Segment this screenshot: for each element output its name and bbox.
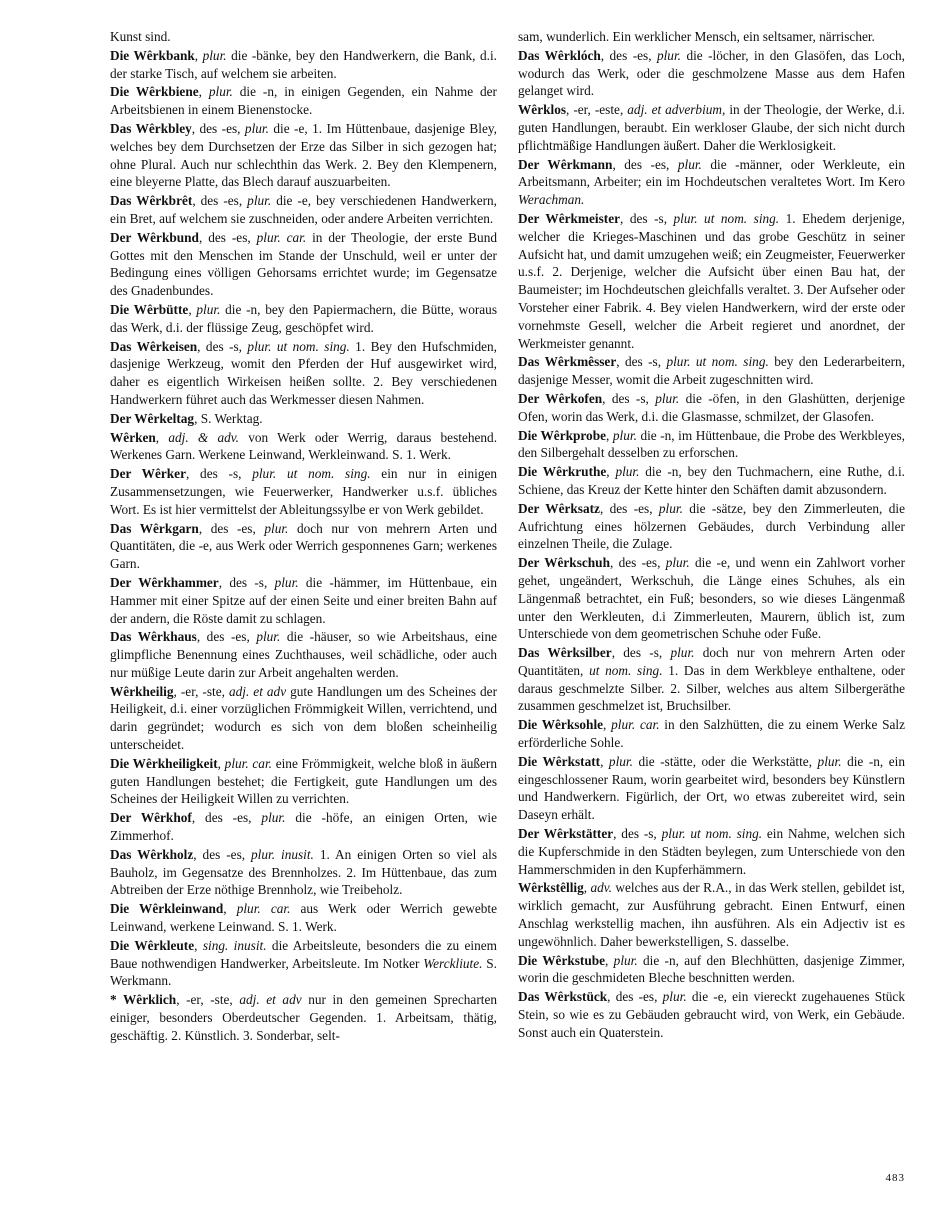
entry-text: , des -s, bbox=[602, 390, 656, 406]
headword: * Wêrklich bbox=[110, 992, 177, 1008]
dictionary-entry bbox=[110, 846, 497, 899]
dictionary-entry bbox=[110, 574, 497, 627]
dictionary-entry bbox=[110, 429, 497, 465]
entry-text: , des -es, bbox=[600, 47, 657, 63]
headword: Der Wêrkmeister bbox=[518, 210, 621, 226]
entry-text: die -e, 1. Im Hüttenbaue, dasjenige Bley, welches bey dem Durchsetzen der Erze das Silber in sich gezogen hat; ohne Plural. Auch nur schlechthin das Werk. 2. Bey den Klempenern, eine bleyerne Platte, das Blech darauf auszuarbeiten. bbox=[110, 120, 497, 190]
grammar-note: plur. bbox=[196, 301, 221, 317]
entry-text: , des -s, bbox=[616, 354, 667, 370]
dictionary-entry bbox=[110, 28, 497, 46]
entry-text: S. Werkmann. bbox=[110, 955, 497, 989]
dictionary-entry bbox=[110, 47, 497, 83]
entry-text: 1. Bey den Hufschmiden, dasjenige Werkzeug, womit den Pferden der Huf ausgewirket wird, daher es eigentlich Wirkeisen heißen sollte. 2. Bey verschiedenen Handwerkern führet auch das Werkmesser diesen Nahmen. bbox=[110, 338, 498, 407]
entry-text: die -n, auf den Blechhütten, dasjenige Zimmer, worin die geschmideten Bleche beschnitten werden. bbox=[518, 952, 905, 986]
grammar-note: plur. car. bbox=[256, 229, 307, 245]
headword: Die Wêrkbiene bbox=[110, 84, 199, 100]
entry-text: , bbox=[188, 301, 197, 317]
headword: Der Wêrkeltag bbox=[110, 410, 195, 426]
grammar-note: ut nom. sing. bbox=[589, 662, 663, 678]
dictionary-entry bbox=[110, 991, 497, 1044]
grammar-note: plur. bbox=[612, 427, 637, 443]
entry-text: , des -s, bbox=[185, 466, 253, 482]
entry-text: , des -es, bbox=[609, 555, 666, 571]
grammar-note: plur. bbox=[670, 645, 695, 661]
headword: Wêrkheilig bbox=[110, 683, 174, 699]
grammar-note: adv. bbox=[590, 880, 613, 896]
grammar-note: plur. bbox=[261, 810, 286, 826]
headword: Der Wêrkbund bbox=[110, 229, 199, 245]
grammar-note: Werachman. bbox=[518, 192, 585, 208]
headword: Die Wêrkstube bbox=[518, 952, 606, 968]
headword: Wêrklos bbox=[518, 102, 567, 118]
headword: Das Wêrkhaus bbox=[110, 629, 197, 645]
grammar-note: plur. bbox=[655, 390, 680, 406]
grammar-note: plur. ut nom. sing. bbox=[673, 210, 780, 226]
grammar-note: plur. bbox=[615, 464, 640, 480]
entry-text: die -löcher, in den Glasöfen, das Loch, wodurch das Werk, oder die geschmolzene Masse aus dem Hafen gelanget wird. bbox=[518, 47, 905, 99]
entry-text: , -er, -ste, bbox=[173, 683, 229, 699]
entry-text: , des -es, bbox=[191, 810, 262, 826]
entry-text: , bbox=[217, 755, 225, 771]
grammar-note: adj. et adv bbox=[228, 683, 287, 699]
entry-text: , des -s, bbox=[611, 645, 671, 661]
dictionary-entry bbox=[518, 210, 905, 352]
headword: Der Wêrkofen bbox=[518, 390, 603, 406]
entry-text: , des -s, bbox=[218, 574, 275, 590]
entry-text: die -e, und wenn ein Zahlwort vorher gehet, ungeändert, Werkschuh, die Länge eines Schuhes, als ein Längenmaß betrachtet, ein Fuß; besonders, so wie dieses Längenmaß unter den Werkleuten, d.i Zimmerleuten, Maurern, üblich ist, zum Unterschiede von dem geometrischen Schuhe oder Fuße. bbox=[518, 555, 905, 642]
entry-text: nur in den gemeinen Sprecharten einiger, besonders Oberdeutscher Gegenden. 1. Arbeitsam, thätig, geschäftig. 2. Künstlich. 3. Sonderbar, selt- bbox=[110, 992, 497, 1043]
headword: Die Wêrkheiligkeit bbox=[110, 755, 218, 771]
dictionary-entry bbox=[518, 879, 905, 950]
dictionary-entry bbox=[110, 628, 497, 681]
entry-text: , des -s, bbox=[613, 826, 662, 842]
entry-text: , bbox=[198, 84, 209, 100]
right-column bbox=[518, 28, 905, 1043]
entry-text: die -höfe, an einigen Orten, wie Zimmerhof. bbox=[110, 810, 498, 844]
entry-text: , bbox=[606, 427, 613, 443]
entry-text: , S. Werktag. bbox=[194, 410, 263, 426]
entry-text: Kunst sind. bbox=[110, 29, 171, 44]
dictionary-entry bbox=[110, 520, 497, 573]
grammar-note: plur. inusit. bbox=[251, 846, 314, 862]
grammar-note: plur. bbox=[264, 520, 289, 536]
headword: Der Wêrkhof bbox=[110, 810, 192, 826]
grammar-note: plur. car. bbox=[224, 755, 272, 771]
headword: Wêrkstêllig bbox=[518, 880, 584, 896]
entry-text: die -sätze, bey den Zimmerleuten, die Aufrichtung eines hölzernen Gebäudes, durch Verbindung aller einzelnen Theile, die Zulage. bbox=[518, 500, 905, 552]
grammar-note: plur. bbox=[608, 753, 633, 769]
headword: Die Wêrkbank bbox=[110, 47, 195, 63]
entry-text: sam, wunderlich. Ein werklicher Mensch, ein seltsamer, närrischer. bbox=[518, 29, 875, 44]
entry-text: , des -es, bbox=[193, 846, 252, 862]
grammar-note: plur. ut nom. sing. bbox=[661, 826, 763, 842]
dictionary-entry bbox=[518, 156, 905, 209]
entry-text: , des -es, bbox=[198, 520, 265, 536]
dictionary-entry bbox=[518, 463, 905, 499]
dictionary-entry bbox=[110, 301, 497, 337]
entry-text: welches aus der R.A., in das Werk stellen, gebildet ist, wirklich gemacht, zur Ausführung gebracht. Einen Entwurf, einen Anschlag werkstellig machen, ihn ausführen. Als ein Adjectiv ist es ungewöhnlich. Daher bewerkstelligen, S. dasselbe. bbox=[518, 880, 905, 949]
grammar-note: plur. bbox=[677, 156, 702, 172]
dictionary-entry bbox=[110, 809, 497, 845]
grammar-note: adj. et adverbium, bbox=[627, 102, 726, 118]
dictionary-entry bbox=[518, 390, 905, 426]
entry-text: die -häuser, so wie Arbeitshaus, eine glimpfliche Benennung eines Zuchthauses, weil schädliche, oder auch nur müßige Leute darin zur Arbeit angehalten werden. bbox=[110, 629, 497, 680]
headword: Das Wêrkstück bbox=[518, 989, 608, 1005]
entry-text: aus Werk oder Werrich gewebte Leinwand, werkene Leinwand. S. 1. Werk. bbox=[110, 901, 497, 935]
headword: Die Wêrkleinwand bbox=[110, 901, 224, 917]
grammar-note: adj. & adv. bbox=[168, 429, 240, 445]
entry-text: , bbox=[605, 952, 614, 968]
dictionary-entry bbox=[110, 755, 497, 808]
entry-text: 1. Das in dem Werkbleye enthaltene, oder daraus geschmelzte Silber. 2. Silber, welches aus altem Silbergeräthe zusammen geschmelzet ist, Bruchsilber. bbox=[518, 662, 905, 714]
dictionary-entry bbox=[110, 683, 497, 754]
headword: Wêrken bbox=[110, 429, 156, 445]
grammar-note: plur. bbox=[665, 555, 690, 571]
dictionary-entry bbox=[110, 937, 497, 990]
dictionary-entry bbox=[518, 753, 905, 824]
entry-text: , des -es, bbox=[198, 229, 257, 245]
headword: Der Wêrkmann bbox=[518, 156, 613, 172]
headword: Die Wêrkruthe bbox=[518, 464, 607, 480]
grammar-note: plur. bbox=[244, 120, 269, 136]
dictionary-entry bbox=[110, 120, 497, 191]
entry-text: , bbox=[600, 753, 609, 769]
dictionary-entry bbox=[110, 229, 497, 300]
entry-text: 1. Ehedem derjenige, welcher die Krieges-Maschinen und das grobe Geschütz in seiner Aufsicht hat, und damit umzugehen weiß; ein Zeugmeister, Feuerwerker u.s.f. 2. Derjenige, welcher die Aufsicht über einen Bau hat, der Baumeister; im Hochdeutschen gleichfalls veraltet. 3. Der Aufseher oder Vorsteher einer Fabrik. 4. Bey vielen Handwerkern, wird der erste oder vornehmste Gesell, welcher die Arbeit regieret und anordnet, der Werkmeister genannt. bbox=[518, 210, 906, 351]
entry-text: die -n, im Hüttenbaue, die Probe des Werkbleyes, den Silbergehalt desselben zu erforschen. bbox=[518, 427, 906, 461]
entry-text: ein nur in einigen Zusammensetzungen, wie Feuerwerker, Handwerker u.s.f. übliches Wort. Es ist hier vermittelst der Ableitungssylbe er von Werk gebildet. bbox=[110, 466, 497, 517]
grammar-note: plur. car. bbox=[236, 901, 291, 917]
entry-text: , des -es, bbox=[599, 500, 659, 516]
entry-text: bey den Lederarbeitern, dasjenige Messer, womit die Arbeit zugeschnitten wird. bbox=[518, 354, 906, 388]
entry-text: , bbox=[603, 717, 612, 733]
grammar-note: plur. ut nom. sing. bbox=[252, 466, 371, 482]
grammar-note: plur. ut nom. sing. bbox=[666, 354, 769, 370]
entry-text: , bbox=[223, 901, 237, 917]
entry-text: , des -es, bbox=[612, 156, 678, 172]
dictionary-entry bbox=[518, 825, 905, 878]
entry-text: die -n, bey den Tuchmachern, eine Ruthe, d.i. Schiene, das Kreuz der Kette hinter den Schäften damit abzusondern. bbox=[518, 464, 905, 497]
entry-text: , bbox=[583, 880, 591, 896]
dictionary-entry bbox=[518, 554, 905, 643]
dictionary-entry bbox=[518, 28, 905, 46]
headword: Die Wêrkleute bbox=[110, 937, 195, 953]
entry-text: , des -es, bbox=[191, 120, 245, 136]
grammar-note: plur. bbox=[656, 47, 681, 63]
dictionary-entry bbox=[518, 47, 905, 100]
entry-text: ein Nahme, welchen sich die Kupferschmide in den Städten beylegen, zum Unterschiede von den Hammerschmiden in den Kupferhämmern. bbox=[518, 826, 906, 877]
entry-text: in der Theologie, der Werke, d.i. guten Handlungen, beraubt. Ein werkloser Glaube, der sich nicht durch pflichtmäßige Handlungen äußert. Daher die Werklosigkeit. bbox=[518, 102, 905, 153]
entry-text: gute Handlungen um des Scheines der Heiligkeit, d.i. einer vorzüglichen Frömmigkeit Willen, verrichtend, und darin gegründet; wodurch es sich von dem bloßen scheinheilig unterscheidet. bbox=[110, 683, 498, 753]
grammar-note: plur. car. bbox=[611, 717, 660, 733]
headword: Das Wêrkbrêt bbox=[110, 193, 193, 209]
entry-text: in der Theologie, der erste Bund Gottes mit den Menschen im Stande der Unschuld, weil er unter der Bedingung eines völligen Gehorsams errichtet wurde; im Gegensatze des Gnadenbundes. bbox=[110, 229, 497, 299]
entry-text: , bbox=[194, 937, 203, 953]
grammar-note: plur. bbox=[613, 952, 638, 968]
entry-text: , bbox=[194, 47, 203, 63]
entry-text: , des -es, bbox=[196, 629, 257, 645]
headword: Der Wêrkhammer bbox=[110, 574, 219, 590]
entry-text: 1. An einigen Orten so viel als Bauholz, im Gegensatze des Brennholzes. 2. Im Hüttenbaue, das zum Abtreiben der Erze nöthige Brennholz, wie Treibeholz. bbox=[110, 846, 497, 898]
left-column bbox=[110, 28, 497, 1046]
page-number: 483 bbox=[885, 1172, 905, 1184]
dictionary-entry bbox=[518, 644, 905, 715]
grammar-note: plur. bbox=[658, 500, 683, 516]
grammar-note: plur. bbox=[208, 84, 233, 100]
dictionary-entry bbox=[110, 465, 497, 518]
headword: Der Wêrkschuh bbox=[518, 555, 610, 571]
dictionary-entry bbox=[110, 410, 497, 428]
headword: Die Wêrkprobe bbox=[518, 427, 606, 443]
dictionary-entry bbox=[518, 353, 905, 389]
dictionary-entry bbox=[518, 500, 905, 553]
grammar-note: plur. bbox=[256, 629, 281, 645]
headword: Das Wêrklóch bbox=[518, 47, 601, 63]
dictionary-entry bbox=[518, 952, 905, 988]
entry-text: doch nur von mehrern Arten und Quantitäten, die -e, aus Werk oder Werrich gesponnenes Garn; werkenes Garn. bbox=[110, 520, 497, 572]
headword: Der Wêrksatz bbox=[518, 500, 600, 516]
headword: Der Wêrkstätter bbox=[518, 826, 614, 842]
entry-text: , des -s, bbox=[620, 210, 674, 226]
dictionary-entry bbox=[110, 338, 497, 409]
grammar-note: plur. bbox=[662, 989, 687, 1005]
entry-text: die -n, in einigen Gegenden, ein Nahme der Arbeitsbienen in einem Bienenstocke. bbox=[110, 84, 497, 118]
entry-text: die Arbeitsleute, besonders die zu einem Baue nothwendigen Handwerker, Arbeitsleute. Im Notker bbox=[110, 937, 497, 971]
entry-text: von Werk oder Werrig, daraus bestehend. Werkenes Garn. Werkene Leinwand, Werkleinwand. S. 1. Werk. bbox=[110, 429, 498, 463]
entry-text: die -e, bey verschiedenen Handwerkern, ein Bret, auf welchem sie zuschneiden, oder andere Arbeiten verrichten. bbox=[110, 193, 497, 226]
dictionary-entry bbox=[518, 988, 905, 1041]
entry-text: , des -s, bbox=[197, 338, 248, 354]
headword: Das Wêrkholz bbox=[110, 846, 194, 862]
headword: Das Wêrkmêsser bbox=[518, 354, 617, 370]
entry-text: doch nur von mehrern Arten oder Quantitäten, bbox=[518, 645, 905, 678]
headword: Der Wêrker bbox=[110, 466, 186, 482]
entry-text: in den Salzhütten, die zu einem Werke Salz erförderliche Sohle. bbox=[518, 717, 906, 751]
entry-text: die -hämmer, im Hüttenbaue, ein Hammer mit einer Spitze auf der einen Seite und einer breiten Bahn auf der andern, die Röste damit zu schlagen. bbox=[110, 574, 497, 626]
entry-text: , des -es, bbox=[192, 193, 248, 209]
dictionary-entry bbox=[110, 900, 497, 936]
grammar-note: plur. bbox=[202, 47, 227, 63]
entry-text: die -männer, oder Werkleute, ein Arbeitsmann, Arbeiter; ein im Hochdeutschen veraltetes Wort. Im Kero bbox=[518, 156, 906, 190]
headword: Die Wêrkstatt bbox=[518, 753, 601, 769]
grammar-note: adj. et adv bbox=[239, 992, 302, 1008]
entry-text: die -bänke, bey den Handwerkern, die Bank, d.i. der starke Tisch, auf welchem sie arbeiten. bbox=[110, 47, 497, 81]
headword: Das Wêrksilber bbox=[518, 645, 612, 661]
grammar-note: plur. bbox=[274, 574, 299, 590]
dictionary-entry bbox=[518, 101, 905, 154]
grammar-note: Werckliute. bbox=[423, 955, 483, 971]
entry-text: , -er, -ste, bbox=[176, 992, 240, 1008]
headword: Die Wêrksohle bbox=[518, 717, 604, 733]
entry-text: , -er, -este, bbox=[566, 102, 628, 118]
headword: Das Wêrkgarn bbox=[110, 520, 199, 536]
entry-text: eine Frömmigkeit, welche bloß in äußern guten Handlungen bestehet; die Fertigkeit, gute Handlungen um des Scheines der Heiligkeit Willen zu verrichten. bbox=[110, 755, 497, 807]
grammar-note: plur. bbox=[247, 193, 272, 209]
dictionary-entry bbox=[110, 192, 497, 228]
dictionary-entry bbox=[110, 83, 497, 119]
dictionary-entry bbox=[518, 427, 905, 463]
headword: Das Wêrkbley bbox=[110, 120, 192, 136]
entry-text: die -n, ein eingeschlossener Raum, worin gearbeitet wird, besonders bey Künstlern und Handwerkern. Figürlich, der Ort, wo etwas zubereitet wird, sein Daseyn erhält. bbox=[518, 753, 905, 823]
headword: Das Wêrkeisen bbox=[110, 338, 198, 354]
grammar-note: plur. bbox=[817, 753, 842, 769]
entry-text: die -stätte, oder die Werkstätte, bbox=[632, 753, 818, 769]
entry-text: , bbox=[606, 464, 616, 480]
grammar-note: plur. ut nom. sing. bbox=[247, 338, 350, 354]
entry-text: die -n, bey den Papiermachern, die Bütte, woraus das Werk, d.i. der flüssige Zeug, geschöpfet wird. bbox=[110, 301, 498, 335]
dictionary-entry bbox=[518, 716, 905, 752]
entry-text: die -öfen, in den Glashütten, derjenige Ofen, worin das Werk, d.i. die Glasmasse, schmilzet, der Glasofen. bbox=[518, 390, 905, 424]
entry-text: , des -es, bbox=[607, 989, 663, 1005]
entry-text: die -e, ein viereckt zugehauenes Stück Stein, so wie es zu Gebäuden gebraucht wird, von Werk, ein Gebäude. Sonst auch ein Quaterstein. bbox=[518, 989, 905, 1040]
entry-text: , bbox=[155, 429, 169, 445]
grammar-note: sing. inusit. bbox=[202, 937, 267, 953]
headword: Die Wêrbütte bbox=[110, 301, 189, 317]
